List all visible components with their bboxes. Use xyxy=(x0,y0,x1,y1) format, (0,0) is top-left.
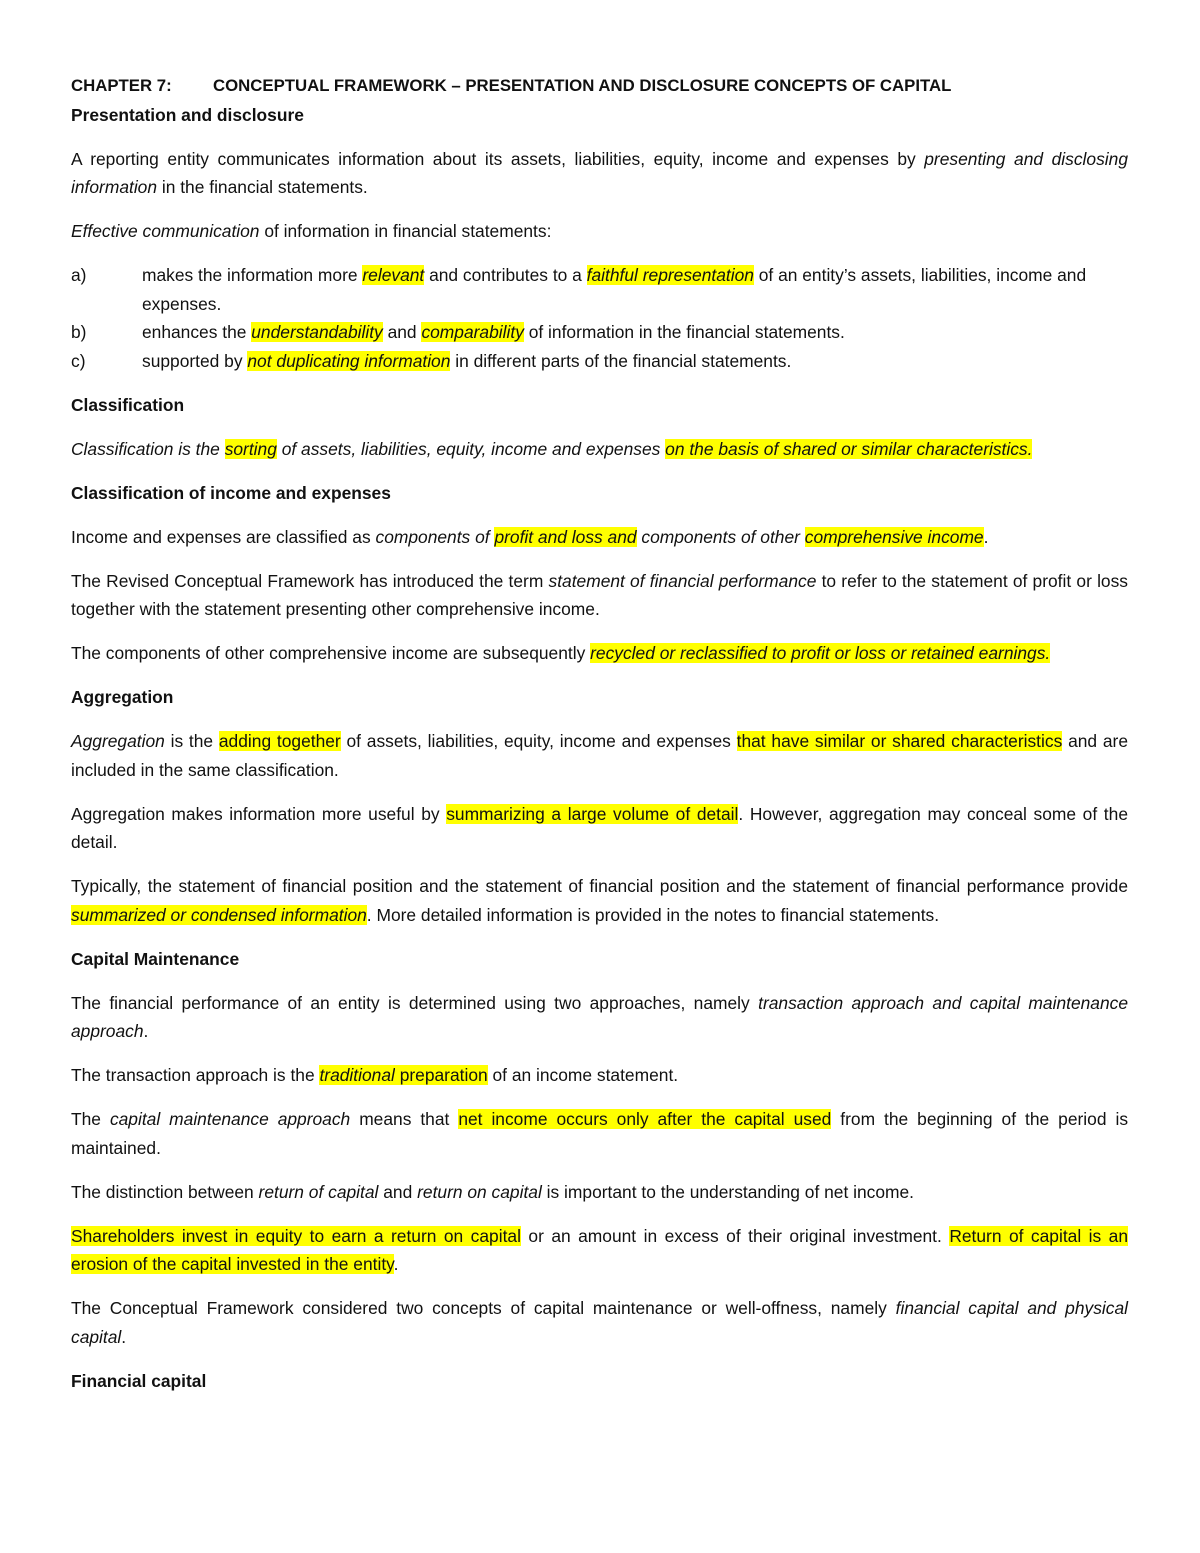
paragraph-presentation-intro: A reporting entity communicates information about its assets, liabilities, equity, income and expenses by presenting and disclosing information in the financial statements. xyxy=(71,148,1128,197)
highlighted-text: summarized or condensed information xyxy=(71,904,367,925)
paragraph-capital-maintenance-approach: The capital maintenance approach means that net income occurs only after the capital used from the beginning of the period is maintained. xyxy=(71,1109,1129,1158)
highlighted-text: summarizing a large volume of detail xyxy=(446,803,739,824)
section-heading-presentation: Presentation and disclosure xyxy=(71,104,304,125)
paragraph-transaction-approach: The transaction approach is the traditional preparation of an income statement. xyxy=(71,1065,679,1085)
highlighted-text: recycled or reclassified to profit or loss or retained earnings. xyxy=(590,643,1051,663)
paragraph-classification-definition: Classification is the sorting of assets, liabilities, equity, income and expenses on the basis of shared or similar characteristics. xyxy=(71,438,1033,459)
section-heading-classification-income: Classification of income and expenses xyxy=(71,482,391,503)
paragraph-performance-approaches: The financial performance of an entity is determined using two approaches, namely transaction approach and capital maintenance approach. xyxy=(71,992,1128,1041)
highlighted-text: net income occurs only after the capital used xyxy=(458,1109,832,1129)
highlighted-text: Shareholders invest in equity to earn a return on capital xyxy=(71,1225,521,1246)
list-item-label: a) xyxy=(71,265,87,285)
list-item: b) enhances the understandability and comparability of information in the financial statements. xyxy=(71,318,1128,347)
paragraph-statement-financial-performance: The Revised Conceptual Framework has introduced the term statement of financial performance to refer to the statement of profit or loss together with the statement presenting other comprehensive income. xyxy=(71,570,1128,619)
paragraph-aggregation-definition: Aggregation is the adding together of assets, liabilities, equity, income and expenses that have similar or shared characteristics and are included in the same classification. xyxy=(71,731,1128,780)
highlighted-text: sorting xyxy=(224,438,277,459)
list-item: c) supported by not duplicating information in different parts of the financial statements. xyxy=(71,347,1128,376)
highlighted-text: traditional xyxy=(319,1065,395,1085)
highlighted-text: that have similar or shared characteristics xyxy=(736,731,1063,751)
paragraph-effective-communication: Effective communication of information in financial statements: xyxy=(71,221,552,241)
chapter-heading xyxy=(71,72,1128,101)
highlighted-text: not duplicating information xyxy=(247,350,451,371)
list-item-label: c) xyxy=(71,350,86,371)
paragraph-aggregation-usefulness: Aggregation makes information more useful by summarizing a large volume of detail. However, aggregation may conceal some of the detail. xyxy=(71,803,1128,852)
highlighted-text: adding together xyxy=(218,731,341,751)
highlighted-text: comprehensive income xyxy=(804,526,984,547)
section-heading-aggregation: Aggregation xyxy=(71,687,174,707)
paragraph-return-distinction: The distinction between return of capital and return on capital is important to the understanding of net income. xyxy=(71,1181,915,1202)
highlighted-text: relevant xyxy=(362,265,425,285)
highlighted-text: Return of capital is an erosion of the capital invested in the entity xyxy=(71,1225,1129,1274)
section-heading-capital-maintenance: Capital Maintenance xyxy=(71,948,240,969)
paragraph-oci-recycling: The components of other comprehensive income are subsequently recycled or reclassified to profit or loss or retained earnings. xyxy=(71,643,1051,663)
paragraph-income-components: Income and expenses are classified as components of profit and loss and components of other comprehensive income. xyxy=(71,526,989,547)
paragraph-capital-concepts: The Conceptual Framework considered two concepts of capital maintenance or well-offness, namely financial capital and physical capital. xyxy=(71,1298,1128,1347)
list-item: a) makes the information more relevant and contributes to a faithful representation of an entity’s assets, liabilities, income and expenses. xyxy=(71,261,1128,318)
chapter-label: CHAPTER 7: xyxy=(71,76,172,95)
chapter-title: CONCEPTUAL FRAMEWORK – PRESENTATION AND DISCLOSURE CONCEPTS OF CAPITAL xyxy=(213,76,952,95)
list-item-label: b) xyxy=(71,322,87,342)
communication-list xyxy=(71,261,1128,375)
section-heading-financial-capital: Financial capital xyxy=(71,1370,207,1391)
section-heading-classification: Classification xyxy=(71,394,185,415)
paragraph-aggregation-statements: Typically, the statement of financial position and the statement of financial position and the statement of financial performance provide summarized or condensed information. More detailed information is provided in the notes to financial statements. xyxy=(71,876,1128,925)
highlighted-text: comparability xyxy=(421,322,524,342)
highlighted-text: on the basis of shared or similar characteristics. xyxy=(665,438,1033,459)
paragraph-shareholders-return: Shareholders invest in equity to earn a return on capital or an amount in excess of their original investment. Return of capital is an erosion of the capital invested in the entity. xyxy=(71,1225,1129,1274)
highlighted-text: preparation xyxy=(394,1065,488,1085)
highlighted-text: faithful representation xyxy=(586,265,754,285)
highlighted-text: understandability xyxy=(251,322,383,342)
highlighted-text: profit and loss and xyxy=(494,526,637,547)
